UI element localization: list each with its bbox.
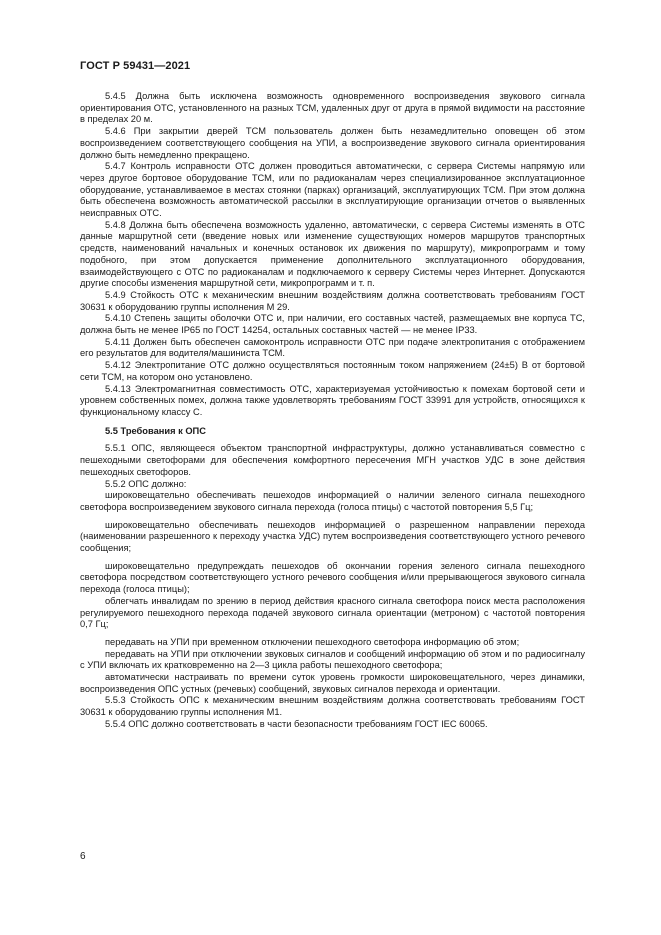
paragraph-5-4-10: 5.4.10 Степень защиты оболочки ОТС и, при наличии, его составных частей, размещаемых вне корпуса ТС, должна быть не менее IP65 по ГОСТ 14254, остальных составных частей — не менее IP33. [80, 313, 585, 336]
page-number: 6 [80, 851, 86, 862]
paragraph-5-4-11: 5.4.11 Должен быть обеспечен самоконтроль исправности ОТС при подаче электропитания с отображением его результатов для водителя/машиниста ТСМ. [80, 336, 585, 359]
list-item-red-signal: облегчать инвалидам по зрению в период действия красного сигнала светофора поиск места расположения регулируемого пешеходного перехода подачей звукового сигнала ориентации (метроном) с частотой повторения 0,7 Гц; [80, 595, 585, 630]
list-item-end-green: широковещательно предупреждать пешеходов об окончании горения зеленого сигнала пешеходного светофора посредством соответствующего устного речевого сообщения и/или прерывающегося звукового сигнала перехода (голоса птицы); [80, 560, 585, 595]
paragraph-5-5-1: 5.5.1 ОПС, являющееся объектом транспортной инфраструктуры, должно устанавливаться совместно с пешеходными светофорами для обеспечения комфортного пересечения МГН участков УДС в зоне действия пешеходных светофоров. [80, 443, 585, 477]
list-item-direction: широковещательно обеспечивать пешеходов информацией о разрешенном направлении перехода (наименовании разрешенного к переходу участка УДС) путем воспроизведения соответствующего устного речевого сообщения; [80, 519, 585, 554]
list-item-radio-signal: передавать на УПИ при отключении звуковых сигналов и сообщений информацию об этом и по радиосигналу с УПИ включать их кратковременно на 2—3 цикла работы пешеходного светофора; [80, 648, 585, 671]
list-item-green-signal: широковещательно обеспечивать пешеходов информацией о наличии зеленого сигнала пешеходного светофора воспроизведением звукового сигнала перехода (голоса птицы) с частотой повторения 5,5 Гц; [80, 490, 585, 512]
paragraph-5-5-4: 5.5.4 ОПС должно соответствовать в части безопасности требованиям ГОСТ IEC 60065. [105, 718, 488, 729]
paragraph-5-5-3: 5.5.3 Стойкость ОПС к механическим внешним воздействиям должна соответствовать требованиям ГОСТ 30631 к оборудованию группы исполнения М1. [80, 695, 585, 718]
document-header: ГОСТ Р 59431—2021 [80, 60, 191, 72]
paragraph-5-4-7: 5.4.7 Контроль исправности ОТС должен проводиться автоматически, с сервера Системы напрямую или через другое бортовое оборудование ТСМ, или по радиоканалам через специализированное эксплуатационное оборудование, устанавливаемое в местах стоянки (парках) организаций, эксплуатирующих ТСМ. При этом должна быть обеспечена возможность автоматической рассылки в эксплуатирующие организации отчетов о выявленных неисправных ОТС. [80, 161, 585, 219]
section-heading-5-5: 5.5 Требования к ОПС [105, 425, 206, 436]
paragraph-5-4-5: 5.4.5 Должна быть исключена возможность одновременного воспроизведения звукового сигнала ориентирования ОТС, установленного на разных ТСМ, удаленных друг от друга в прямой видимости на расстояние в пределах 20 м. [80, 91, 585, 125]
paragraph-5-4-12: 5.4.12 Электропитание ОТС должно осуществляться постоянным током напряжением (24±5) В от бортовой сети ТСМ, на котором оно установлено. [80, 360, 585, 382]
paragraph-5-5-2: 5.5.2 ОПС должно: [105, 478, 187, 489]
paragraph-5-4-9: 5.4.9 Стойкость ОТС к механическим внешним воздействиям должна соответствовать требованиям ГОСТ 30631 к оборудованию группы исполнения М 29. [80, 289, 585, 312]
paragraph-5-4-8: 5.4.8 Должна быть обеспечена возможность удаленно, автоматически, с сервера Системы изменять в ОТС данные маршрутной сети (введение новых или изменение существующих номеров маршрутов транспортных средств, наименований начальных и конечных остановок их движения по маршруту), микропрограмм и тому подобного, при этом допускается применение дополнительного эксплуатационного оборудования, взаимодействующего с ОТС по радиоканалам и подключаемого к серверу Системы через Интернет. Допускаются другие способы изменения маршрутной сети, микропрограмм и т. п. [80, 219, 585, 289]
document-body [80, 91, 585, 731]
list-item-disable-signal: передавать на УПИ при временном отключении пешеходного светофора информацию об этом; [105, 636, 520, 647]
list-item-volume: автоматически настраивать по времени суток уровень громкости широковещательного, через динамики, воспроизведения ОПС устных (речевых) сообщений, звуковых сигналов перехода и ориентации. [80, 672, 585, 694]
paragraph-5-4-13: 5.4.13 Электромагнитная совместимость ОТС, характеризуемая устойчивостью к помехам бортовой сети и уровнем собственных помех, должна также удовлетворять требованиям ГОСТ 33991 для устройств, относящихся к функциональному классу С. [80, 383, 585, 417]
paragraph-5-4-6: 5.4.6 При закрытии дверей ТСМ пользователь должен быть незамедлительно оповещен об этом воспроизведением соответствующего сообщения на УПИ, а воспроизведение звукового сигнала ориентирования должно быть немедленно прекращено. [80, 126, 585, 160]
